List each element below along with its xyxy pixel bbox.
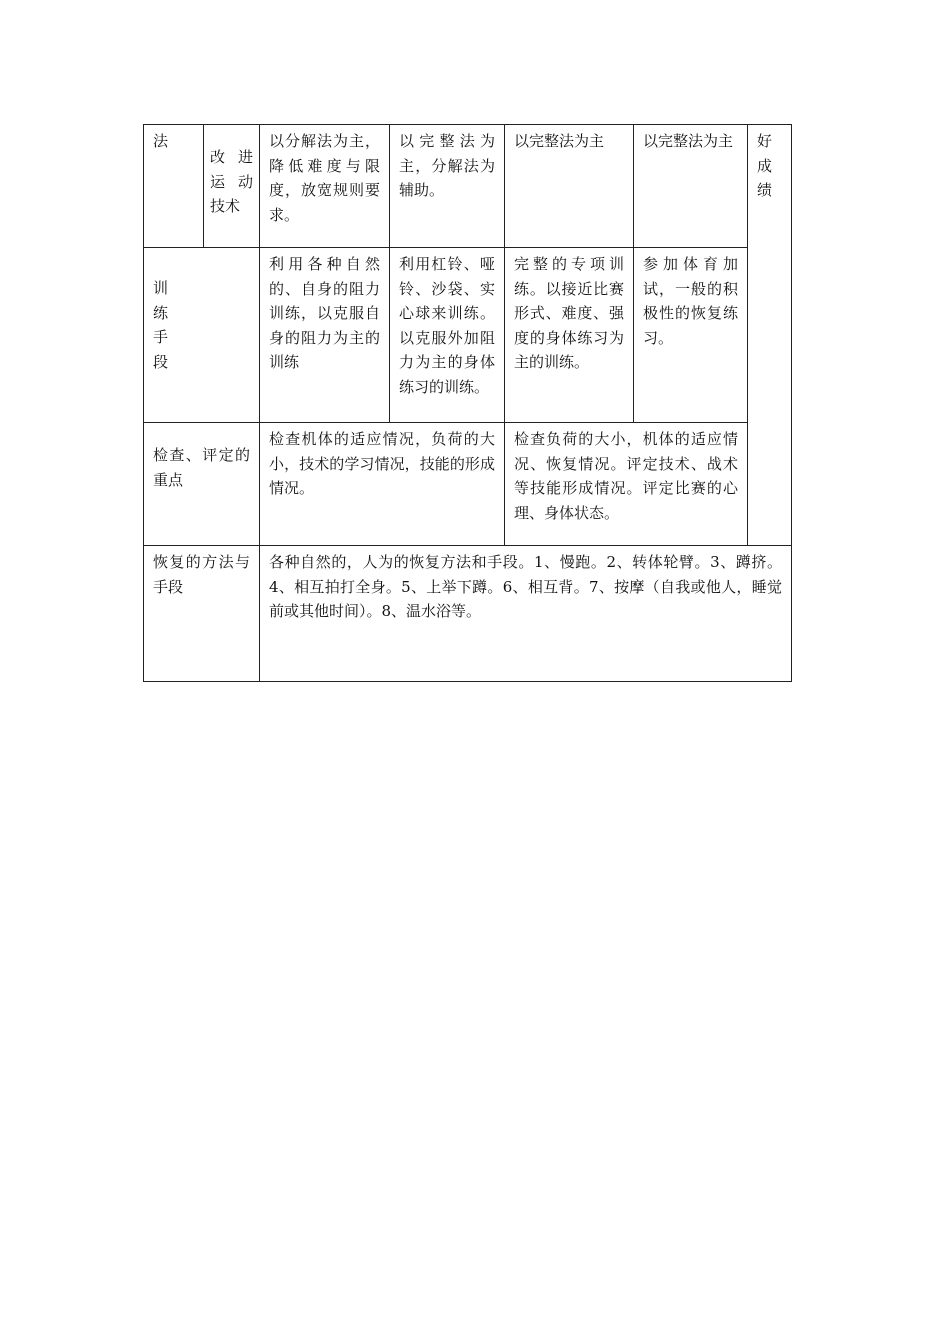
training-means-char-2: 练 (153, 303, 169, 322)
technique-label: 改进运动技术 (210, 148, 253, 215)
training-means-char-4: 段 (153, 352, 169, 371)
evaluation-label: 检查、评定的重点 (153, 446, 250, 489)
recovery-label-cell (144, 546, 260, 682)
technique-text-1: 以分解法为主，降低难度与限度，放宽规则要求。 (269, 132, 380, 224)
table-row-training-means (144, 248, 792, 423)
method-label: 法 (153, 132, 169, 150)
training-means-text-1: 利用各种自然的、自身的阻力训练，以克服自身的阻力为主的训练 (269, 255, 380, 371)
technique-cell-3 (505, 125, 634, 248)
training-plan-table (143, 124, 792, 682)
recovery-content-cell (260, 546, 792, 682)
training-means-label-cell (144, 248, 260, 423)
training-means-char-3: 手 (153, 328, 169, 346)
side-char-3: 绩 (757, 181, 773, 199)
technique-cell-1 (260, 125, 390, 248)
technique-cell-4 (634, 125, 748, 248)
evaluation-text-1: 检查机体的适应情况，负荷的大小，技术的学习情况，技能的形成情况。 (269, 430, 495, 497)
technique-text-3: 以完整法为主 (514, 132, 605, 150)
recovery-label: 恢复的方法与手段 (153, 553, 250, 596)
training-means-text-2: 利用杠铃、哑铃、沙袋、实心球来训练。以克服外加阻力为主的身体练习的训练。 (399, 255, 495, 396)
training-means-cell-3 (505, 248, 634, 423)
technique-text-2: 以完整法为主，分解法为辅助。 (399, 132, 495, 199)
training-means-cell-1 (260, 248, 390, 423)
training-means-char-1: 训 (153, 279, 169, 297)
side-char-2: 成 (757, 156, 773, 175)
evaluation-cell-2 (505, 423, 748, 546)
technique-label-cell (204, 125, 260, 248)
evaluation-cell-1 (260, 423, 505, 546)
table-row-technique (144, 125, 792, 248)
training-means-text-3: 完整的专项训练。以接近比赛形式、难度、强度的身体练习为主的训练。 (514, 255, 624, 371)
evaluation-label-cell (144, 423, 260, 546)
table-row-recovery (144, 546, 792, 682)
training-means-text-4: 参加体育加试，一般的积极性的恢复练习。 (643, 255, 738, 347)
training-means-cell-2 (390, 248, 505, 423)
method-label-cell (144, 125, 204, 248)
side-char-1: 好 (757, 132, 773, 150)
side-label-cell (748, 125, 792, 546)
recovery-text: 各种自然的，人为的恢复方法和手段。1、慢跑。2、转体轮臂。3、蹲挤。4、相互拍打全身。5、上举下蹲。6、相互背。7、按摩（自我或他人，睡觉前或其他时间）。8、温水浴等。 (269, 553, 782, 620)
training-means-cell-4 (634, 248, 748, 423)
evaluation-text-2: 检查负荷的大小，机体的适应情况、恢复情况。评定技术、战术等技能形成情况。评定比赛的心理、身体状态。 (514, 430, 738, 522)
table-row-evaluation (144, 423, 792, 546)
technique-cell-2 (390, 125, 505, 248)
technique-text-4: 以完整法为主 (643, 132, 734, 150)
